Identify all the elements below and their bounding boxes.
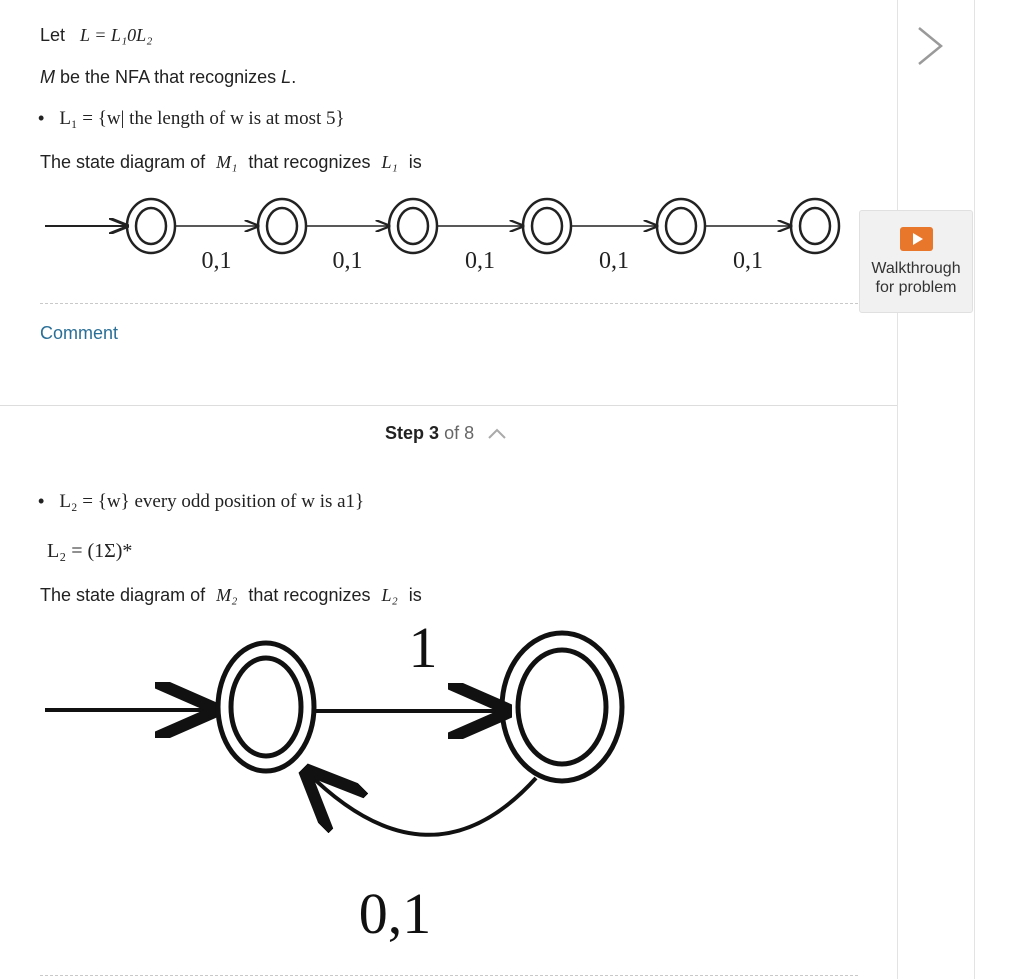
transition-q1-q0: [306, 771, 536, 835]
language-var: L: [281, 67, 292, 87]
machine-name: M₂: [216, 585, 238, 605]
play-icon: [900, 227, 933, 251]
caption-suffix: is: [408, 585, 422, 605]
l2-regex: L₂ = (1Σ)*: [47, 540, 133, 562]
right-nav-bar: [897, 0, 975, 979]
l2-definition: [38, 491, 364, 513]
edge-label: 0,1: [332, 248, 363, 274]
intro-let: [40, 25, 152, 46]
machine-name: M₁: [216, 152, 238, 172]
state-q4: [657, 199, 705, 253]
edge-label: 0,1: [733, 248, 763, 274]
state-q1: [258, 199, 306, 253]
step-total: of 8: [444, 423, 475, 443]
divider: [40, 975, 858, 976]
state-q2: [389, 199, 437, 253]
language-equation: L = L₁0L₂: [80, 25, 153, 45]
comment-link[interactable]: Comment: [40, 323, 119, 343]
caption-mid: that recognizes: [248, 585, 371, 605]
section-separator: [0, 405, 897, 406]
divider: [40, 303, 858, 304]
step-indicator[interactable]: [385, 423, 507, 444]
edge-label-top: 1: [408, 615, 438, 680]
caption-mid: that recognizes: [248, 152, 371, 172]
chevron-right-icon[interactable]: [905, 20, 955, 70]
machine-description: be the NFA that recognizes: [60, 67, 277, 87]
state-q3: [523, 199, 571, 253]
step-label: Step: [385, 423, 425, 443]
chevron-up-icon[interactable]: [487, 427, 507, 441]
intro-nfa-line: [40, 67, 296, 88]
walkthrough-button[interactable]: [859, 210, 973, 313]
period: .: [291, 67, 297, 87]
language-name: L₁: [381, 152, 398, 172]
caption-prefix: The state diagram of: [40, 152, 206, 172]
caption-suffix: is: [408, 152, 422, 172]
m1-state-diagram: [0, 190, 897, 285]
edge-label: 0,1: [201, 248, 232, 274]
state-q0: [127, 199, 175, 253]
let-word: Let: [40, 25, 66, 45]
state-q0: [218, 643, 314, 771]
l1-formula: L₁ = {w| the length of w is at most 5}: [59, 108, 345, 129]
bullet: •: [38, 491, 45, 511]
machine-var: M: [40, 67, 55, 87]
l2-formula: L₂ = {w} every odd position of w is a1}: [59, 491, 365, 512]
caption-prefix: The state diagram of: [40, 585, 206, 605]
l1-diagram-caption: [40, 152, 422, 173]
m2-state-diagram: [0, 615, 897, 945]
l2-diagram-caption: [40, 585, 422, 606]
bullet: •: [38, 108, 45, 128]
language-name: L₂: [381, 585, 398, 605]
state-q5: [791, 199, 839, 253]
l1-definition: [38, 108, 345, 130]
step-number: 3: [429, 423, 440, 443]
edge-label-bottom: 0,1: [358, 881, 432, 945]
walkthrough-label: Walkthrough for problem: [871, 260, 961, 296]
state-q1: [502, 633, 622, 781]
edge-label: 0,1: [465, 248, 495, 274]
edge-label: 0,1: [599, 248, 629, 274]
